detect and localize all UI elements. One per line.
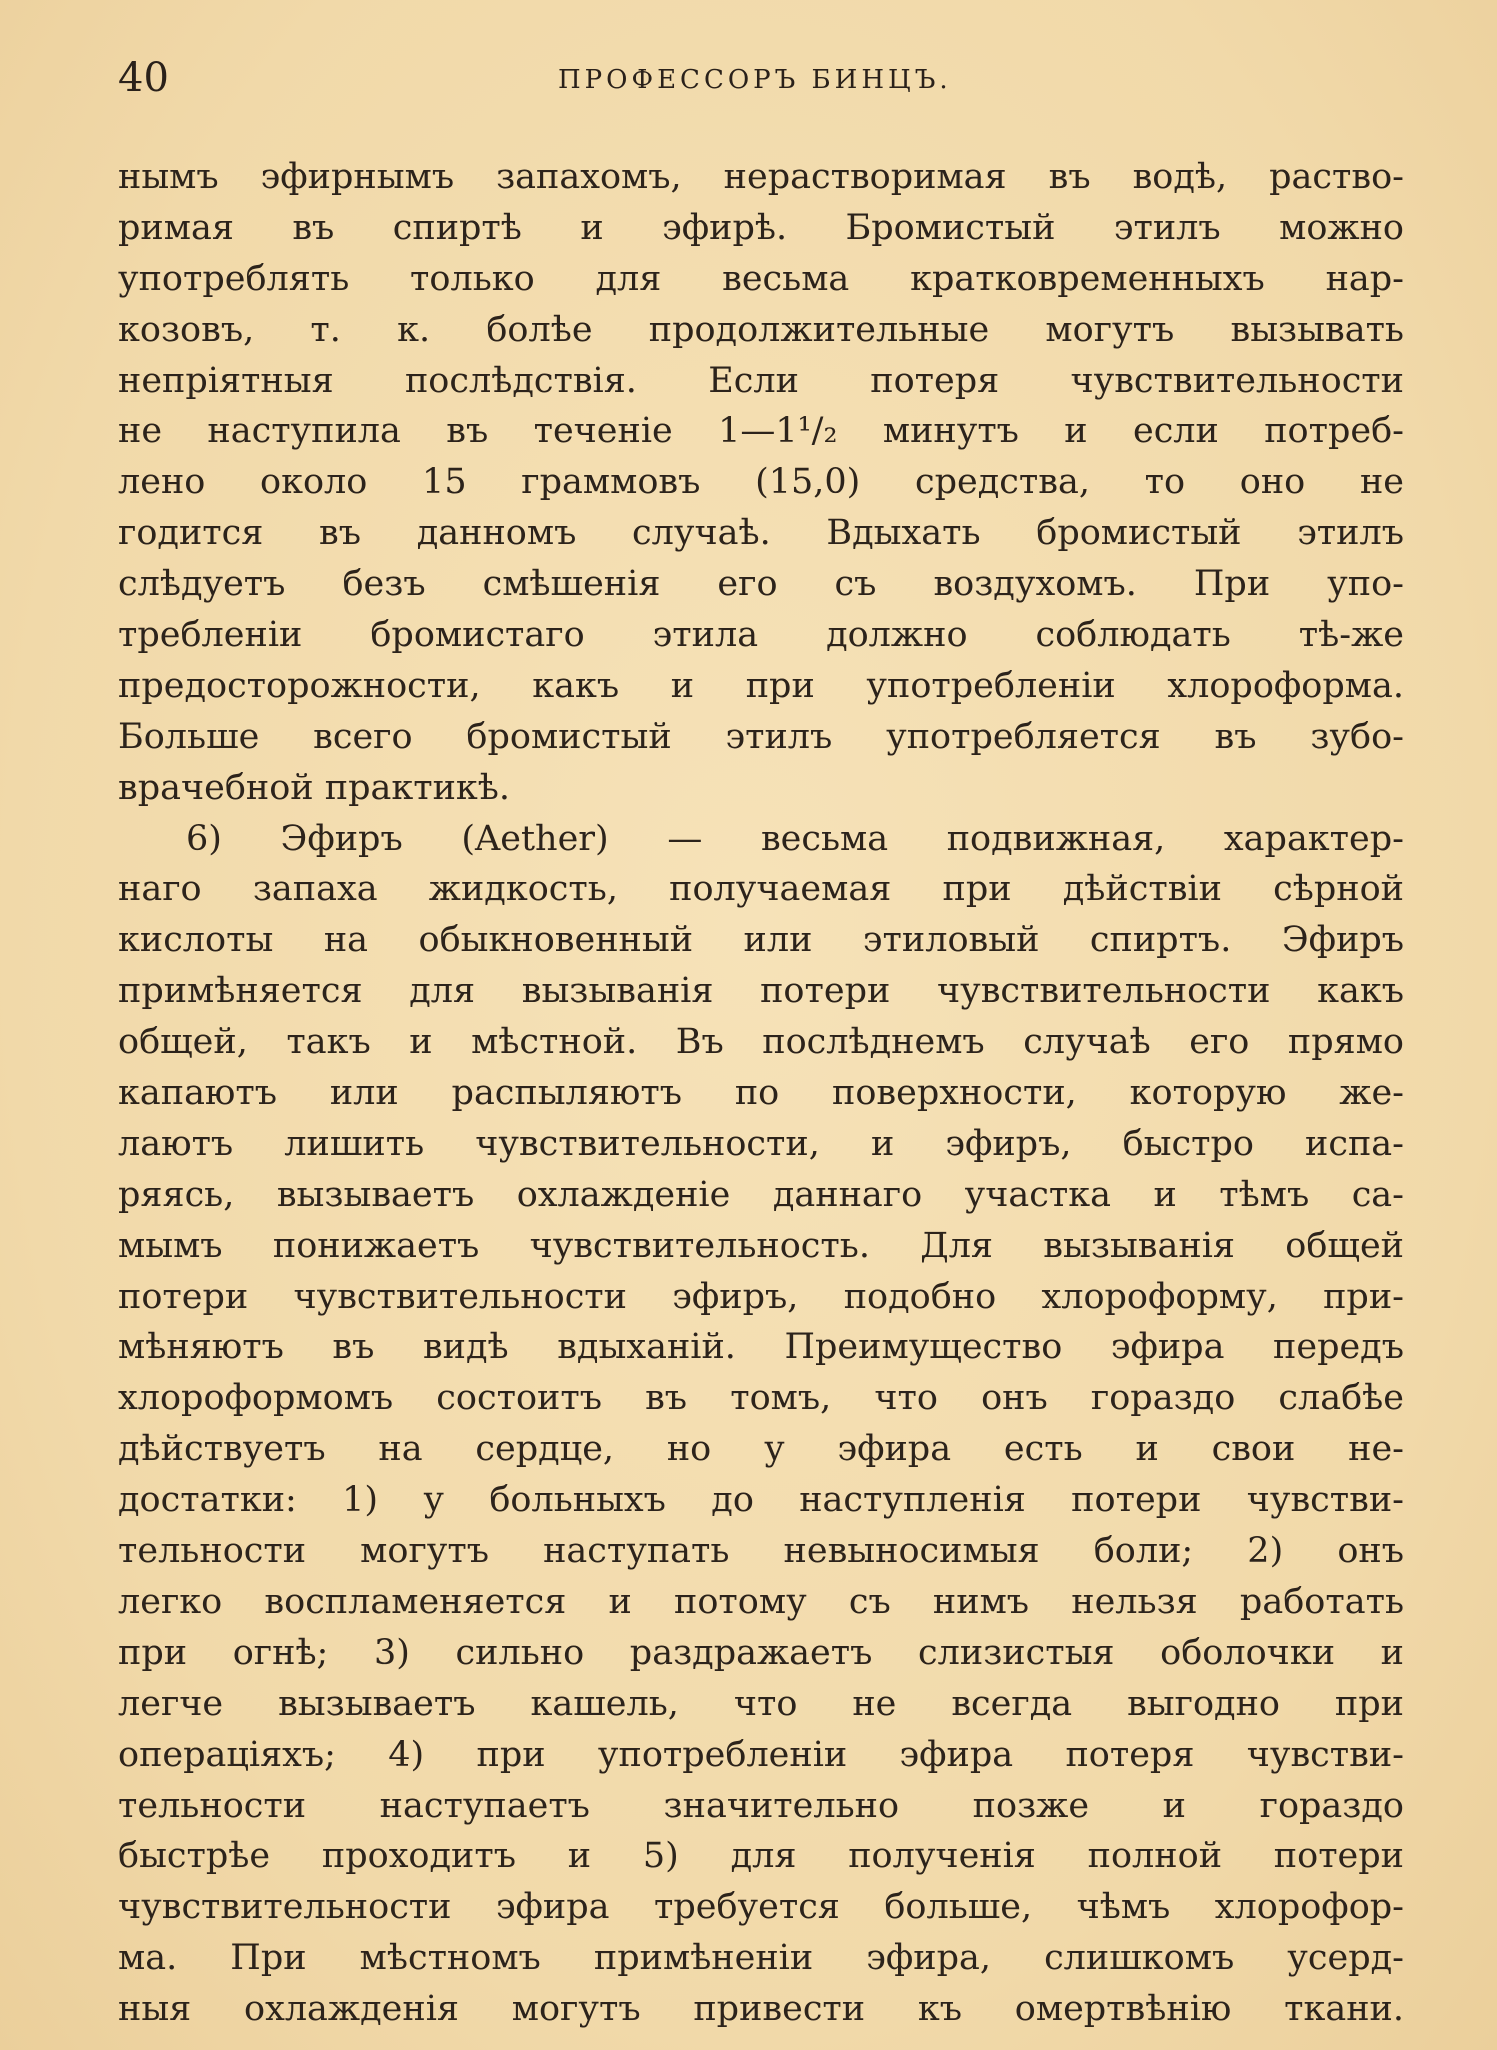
text-line: достатки: 1) у больныхъ до наступленія потери чувстви-	[118, 1480, 1404, 1521]
text-line: 6) Эфиръ (Aether) — весьма подвижная, характер-	[186, 818, 1404, 859]
text-line: требленіи бромистаго этила должно соблюдать тѣ-же	[118, 615, 1404, 656]
text-line: врачебной практикѣ.	[118, 767, 511, 808]
text-line: наго запаха жидкость, получаемая при дѣйствіи сѣрной	[118, 869, 1404, 910]
text-line: операціяхъ; 4) при употребленіи эфира потеря чувстви-	[118, 1734, 1404, 1775]
text-line: тельности могутъ наступать невыносимыя боли; 2) онъ	[118, 1531, 1404, 1572]
text-line: Больше всего бромистый этилъ употребляется въ зубо-	[118, 716, 1404, 757]
body-text	[118, 152, 1404, 2035]
text-line: чувствительности эфира требуется больше, чѣмъ хлорофор-	[118, 1887, 1404, 1928]
text-line: предосторожности, какъ и при употребленіи хлороформа.	[118, 665, 1404, 706]
text-line: ряясь, вызываетъ охлажденіе даннаго участка и тѣмъ са-	[118, 1174, 1404, 1215]
text-line: лаютъ лишить чувствительности, и эфиръ, быстро испа-	[118, 1123, 1404, 1164]
text-line: при огнѣ; 3) сильно раздражаетъ слизистыя оболочки и	[118, 1632, 1404, 1673]
text-line: примѣняется для вызыванія потери чувствительности какъ	[118, 971, 1404, 1012]
text-line: быстрѣе проходитъ и 5) для полученія полной потери	[118, 1836, 1404, 1877]
text-line: капаютъ или распыляютъ по поверхности, которую же-	[118, 1073, 1404, 1114]
text-line: годится въ данномъ случаѣ. Вдыхать бромистый этилъ	[118, 513, 1404, 554]
text-line: кислоты на обыкновенный или этиловый спиртъ. Эфиръ	[118, 920, 1404, 961]
page-number: 40	[118, 55, 169, 101]
text-line: козовъ, т. к. болѣе продолжительные могутъ вызывать	[118, 309, 1404, 350]
text-line: ма. При мѣстномъ примѣненіи эфира, слишкомъ усерд-	[118, 1938, 1404, 1979]
text-line: не наступила въ теченіе 1—1¹/₂ минутъ и если потреб-	[118, 411, 1404, 452]
text-line: мѣняютъ въ видѣ вдыханій. Преимущество эфира передъ	[118, 1327, 1404, 1368]
text-line: легче вызываетъ кашель, что не всегда выгодно при	[118, 1683, 1404, 1724]
page-header	[118, 52, 1404, 112]
text-line: ныя охлажденія могутъ привести къ омертвѣнію ткани.	[118, 1989, 1404, 2030]
text-line: слѣдуетъ безъ смѣшенія его съ воздухомъ. При упо-	[118, 564, 1404, 605]
text-line: общей, такъ и мѣстной. Въ послѣднемъ случаѣ его прямо	[118, 1022, 1404, 1063]
text-line: непріятныя послѣдствія. Если потеря чувствительности	[118, 360, 1404, 401]
text-line: нымъ эфирнымъ запахомъ, нерастворимая въ водѣ, раство-	[118, 157, 1404, 197]
text-line: мымъ понижаетъ чувствительность. Для вызыванія общей	[118, 1225, 1404, 1266]
text-line: легко воспламеняется и потому съ нимъ нельзя работать	[118, 1581, 1404, 1622]
text-line: употреблять только для весьма кратковременныхъ нар-	[118, 258, 1404, 299]
text-line: дѣйствуетъ на сердце, но у эфира есть и свои не-	[118, 1429, 1404, 1470]
text-line: лено около 15 граммовъ (15,0) средства, то оно не	[118, 462, 1404, 503]
text-line: тельности наступаетъ значительно позже и гораздо	[118, 1785, 1404, 1826]
running-title: ПРОФЕССОРЪ БИНЦЪ.	[558, 65, 952, 95]
text-line: хлороформомъ состоитъ въ томъ, что онъ гораздо слабѣе	[118, 1378, 1404, 1419]
text-line: римая въ спиртѣ и эфирѣ. Бромистый этилъ можно	[118, 207, 1404, 248]
text-line: потери чувствительности эфиръ, подобно хлороформу, при-	[118, 1276, 1404, 1317]
